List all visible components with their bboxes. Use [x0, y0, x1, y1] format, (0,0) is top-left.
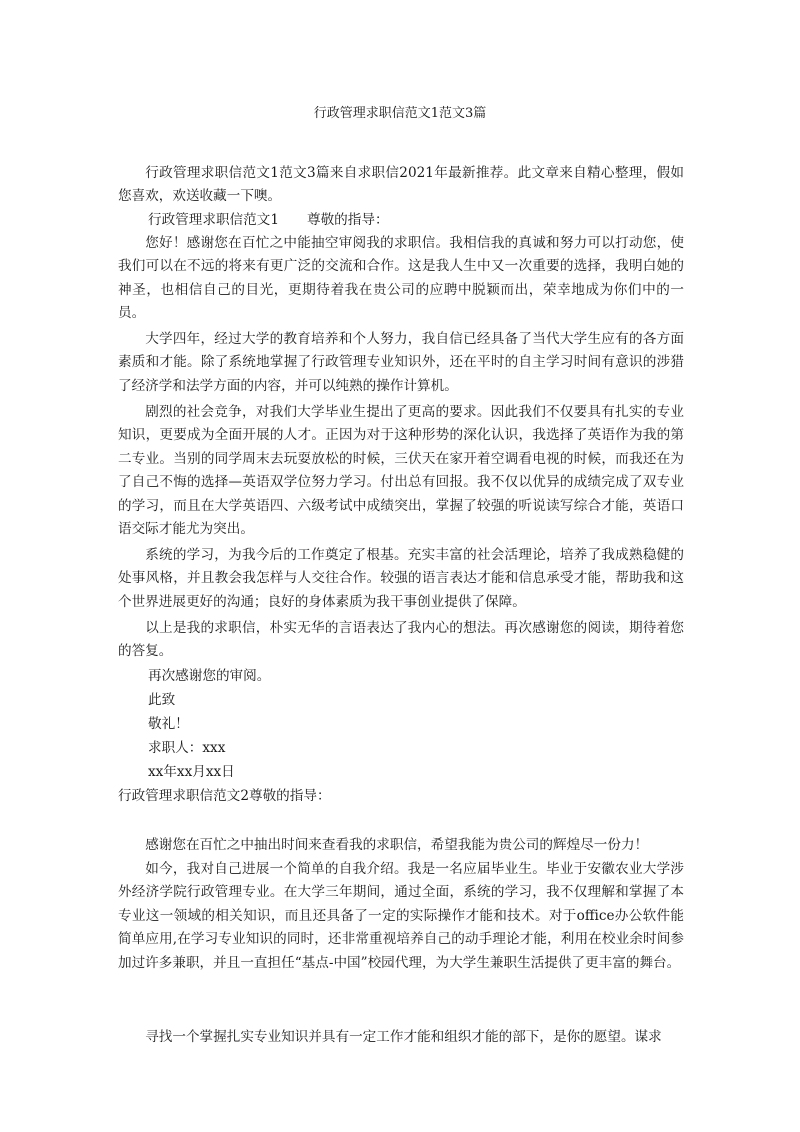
letter1-paragraph-4: 系统的学习，为我今后的工作奠定了根基。充实丰富的社会活理论，培养了我成熟稳健的处事风格，并且教会我怎样与人交往合作。较强的语言表达才能和信息承受才能，帮助我和这个世界进展更好的沟通；良好的身体素质为我干事创业提供了保障。: [118, 547, 684, 610]
letter2-paragraph-1: 感谢您在百忙之中抽出时间来查看我的求职信，希望我能为贵公司的辉煌尽一份力！: [145, 837, 649, 853]
letter1-heading-line: [148, 209, 389, 232]
letter2-heading: 行政管理求职信范文2尊敬的指导：: [118, 788, 331, 804]
letter1-paragraph-1: 您好！感谢您在百忙之中能抽空审阅我的求职信。我相信我的真诚和努力可以打动您，使我们可以在不远的将来有更广泛的交流和合作。这是我人生中又一次重要的选择，我明白她的神圣，也相信自己的目光，更期待着我在贵公司的应聘中脱颖而出，荣幸地成为你们中的一员。: [118, 235, 684, 322]
letter1-date: xx年xx月xx日: [148, 764, 235, 780]
letter1-paragraph-2: 大学四年，经过大学的教育培养和个人努力，我自信已经具备了当代大学生应有的各方面素质和才能。除了系统地掌握了行政管理专业知识外，还在平时的自主学习时间有意识的涉猎了经济学和法学方面的内容，并可以纯熟的操作计算机。: [118, 331, 684, 394]
letter1-thanks: 再次感谢您的审阅。: [148, 668, 271, 684]
letter2-paragraph-3: 寻找一个掌握扎实专业知识并具有一定工作才能和组织才能的部下，是你的愿望。谋求: [145, 1029, 662, 1045]
letter1-heading: 行政管理求职信范文1: [148, 212, 279, 228]
document-title: 行政管理求职信范文1范文3篇: [313, 106, 487, 121]
letter1-paragraph-5: 以上是我的求职信，朴实无华的言语表达了我内心的想法。再次感谢您的阅读，期待着您的答复。: [118, 620, 684, 660]
letter1-closing-1: 此致: [148, 692, 176, 708]
letter2-paragraph-2: 如今，我对自己进展一个简单的自我介绍。我是一名应届毕业生。毕业于安徽农业大学涉外经济学院行政管理专业。在大学三年期间，通过全面，系统的学习，我不仅理解和掌握了本专业这一领域的相关知识，而且还具备了一定的实际操作才能和技术。对于office办公软件能简单应用,在学习专业知识的同时，还非常重视培养自己的动手理论才能，利用在校业余时间参加过许多兼职，并且一直担任“基点-中国”校园代理，为大学生兼职生活提供了更丰富的舞台。: [118, 861, 684, 971]
intro-paragraph: 行政管理求职信范文1范文3篇来自求职信2021年最新推荐。此文章来自精心整理，假如您喜欢，欢送收藏一下噢。: [118, 165, 684, 205]
letter1-closing-2: 敬礼！: [148, 716, 189, 732]
letter1-salutation: 尊敬的指导：: [307, 212, 389, 228]
letter1-paragraph-3: 剧烈的社会竞争，对我们大学毕业生提出了更高的要求。因此我们不仅要具有扎实的专业知识，更要成为全面开展的人才。正因为对于这种形势的深化认识，我选择了英语作为我的第二专业。当别的同学周末去玩耍放松的时候，三伏天在家开着空调看电视的时候，而我还在为了自己不悔的选择—英语双学位努力学习。付出总有回报。我不仅以优异的成绩完成了双专业的学习，而且在大学英语四、六级考试中成绩突出，掌握了较强的听说读写综合才能，英语口语交际才能尤为突出。: [118, 404, 684, 538]
letter1-applicant: 求职人：xxx: [148, 740, 226, 756]
